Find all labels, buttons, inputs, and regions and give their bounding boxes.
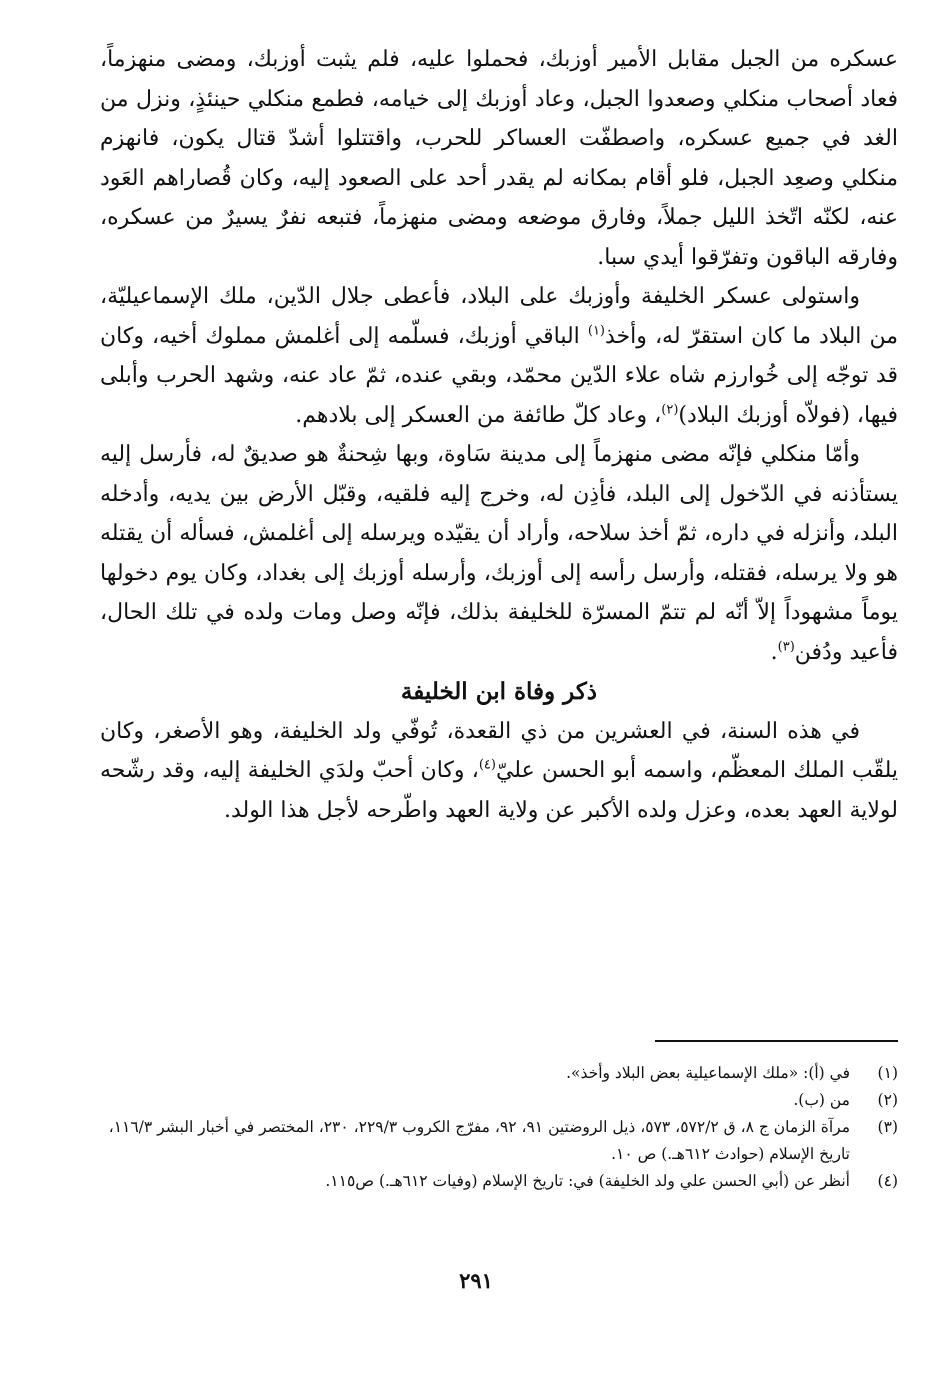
paragraph-3-text-b: . [770, 639, 778, 665]
paragraph-3-text-a: وأمّا منكلي فإنّه مضى منهزماً إلى مدينة سَاوة، وبها شِحنةٌ هو صديقٌ له، فأرسل إليه يستأذنه في الدّخول إلى البلد، فأذِن له، وخرج إليه فلقيه، وقبّل الأرض بين يديه، وأدخله البلد، وأنزله في داره، ثمّ أخذ سلاحه، وأراد أن يقيّده ويرسله إلى أغلمش، فسأله أن يقتله هو ولا يرسله، فقتله، وأرسل رأسه إلى أوزبك، وأرسله أوزبك إلى بغداد، وكان يوم دخولها يوماً مشهوداً إلاّ أنّه لم تتمّ المسرّة للخليفة بذلك، فإنّه وصل ومات ولده في تلك الحال، فأعيد ودُفن [100, 442, 898, 665]
paragraph-2-text-c: ، وعاد كلّ طائفة من العسكر إلى بلادهم. [295, 402, 662, 428]
footnote-number: (٣) [877, 1118, 898, 1136]
footnote-text: مرآة الزمان ج ٨، ق ٥٧٢/٢، ٥٧٣، ذيل الروضتين ٩١، ٩٢، مفرّج الكروب ٢٢٩/٣، ٢٣٠، المختصر في أخبار البشر ١١٦/٣، تاريخ الإسلام (حوادث ٦١٢هـ.) ص ١٠. [108, 1118, 850, 1163]
footnote-divider [655, 1040, 898, 1042]
footnote-ref-3: (٣) [777, 639, 795, 655]
footnote-number: (٤) [877, 1172, 898, 1190]
page-number: ٢٩١ [459, 1268, 493, 1293]
main-text [100, 40, 898, 830]
footnote-1 [90, 1060, 898, 1087]
footnote-2 [90, 1087, 898, 1114]
footnote-text: من (ب). [793, 1091, 850, 1109]
paragraph-4-text-b: ، وكان أحبّ ولدَي الخليفة إليه، وقد رشّحه لولاية العهد بعده، وعزل ولده الأكبر عن ولاية العهد واطّرحه لأجل هذا الولد. [100, 758, 898, 823]
footnote-ref-2: (٢) [661, 402, 679, 418]
footnote-number: (٢) [877, 1091, 898, 1109]
section-heading: ذكر وفاة ابن الخليفة [400, 678, 598, 705]
paragraph-3 [100, 435, 898, 672]
footnote-number: (١) [877, 1064, 898, 1082]
paragraph-2-text-a: واستولى عسكر الخليفة وأوزبك على البلاد، فأعطى جلال الدّين، ملك الإسماعيليّة، من البلاد ما كان استقرّ له، وأخذ [100, 284, 899, 349]
paragraph-continued: عسكره من الجبل مقابل الأمير أوزبك، فحملوا عليه، فلم يثبت أوزبك، ومضى منهزماً، فعاد أصحاب منكلي وصعدوا الجبل، وعاد أوزبك إلى خيامه، فطمع منكلي حينئذٍ، ونزل من الغد في جميع عسكره، واصطفّت العساكر للحرب، واقتتلوا أشدّ قتال يكون، فانهزم منكلي وصعِد الجبل، فلو أقام بمكانه لم يقدر أحد على الصعود إليه، وكان قُصاراهم العَود عنه، لكنّه اتّخذ الليل جملاً، وفارق موضعه ومضى منهزماً، فتبعه نفرٌ يسيرٌ من عسكره، وفارقه الباقون وتفرّقوا أيدي سبا. [100, 47, 898, 270]
paragraph-4-text-a: في هذه السنة، في العشرين من ذي القعدة، تُوفّي ولد الخليفة، وهو الأصغر، وكان يلقّب الملك المعظّم، واسمه أبو الحسن عليّ [100, 718, 898, 783]
footnote-text: أنظر عن (أبي الحسن علي ولد الخليفة) في: تاريخ الإسلام (وفيات ٦١٢هـ.) ص١١٥. [325, 1172, 850, 1190]
paragraph-2 [100, 277, 898, 435]
paragraph-2-text-b: الباقي أوزبك، فسلّمه إلى أغلمش مملوك أخيه، وكان قد توجّه إلى خُوارزم شاه علاء الدّين محمّد، وبقي عنده، ثمّ عاد عنه، وشهد الحرب وأبلى فيها، (فولاّه أوزبك البلاد) [100, 323, 898, 428]
footnote-ref-1: (١) [587, 323, 605, 339]
footnote-text: في (أ): «ملك الإسماعيلية بعض البلاد وأخذ». [566, 1064, 850, 1082]
footnotes [90, 1060, 898, 1195]
paragraph-4 [100, 712, 898, 831]
footnote-ref-4: (٤) [478, 757, 496, 773]
footnote-4 [90, 1168, 898, 1195]
footnote-3 [90, 1114, 898, 1168]
